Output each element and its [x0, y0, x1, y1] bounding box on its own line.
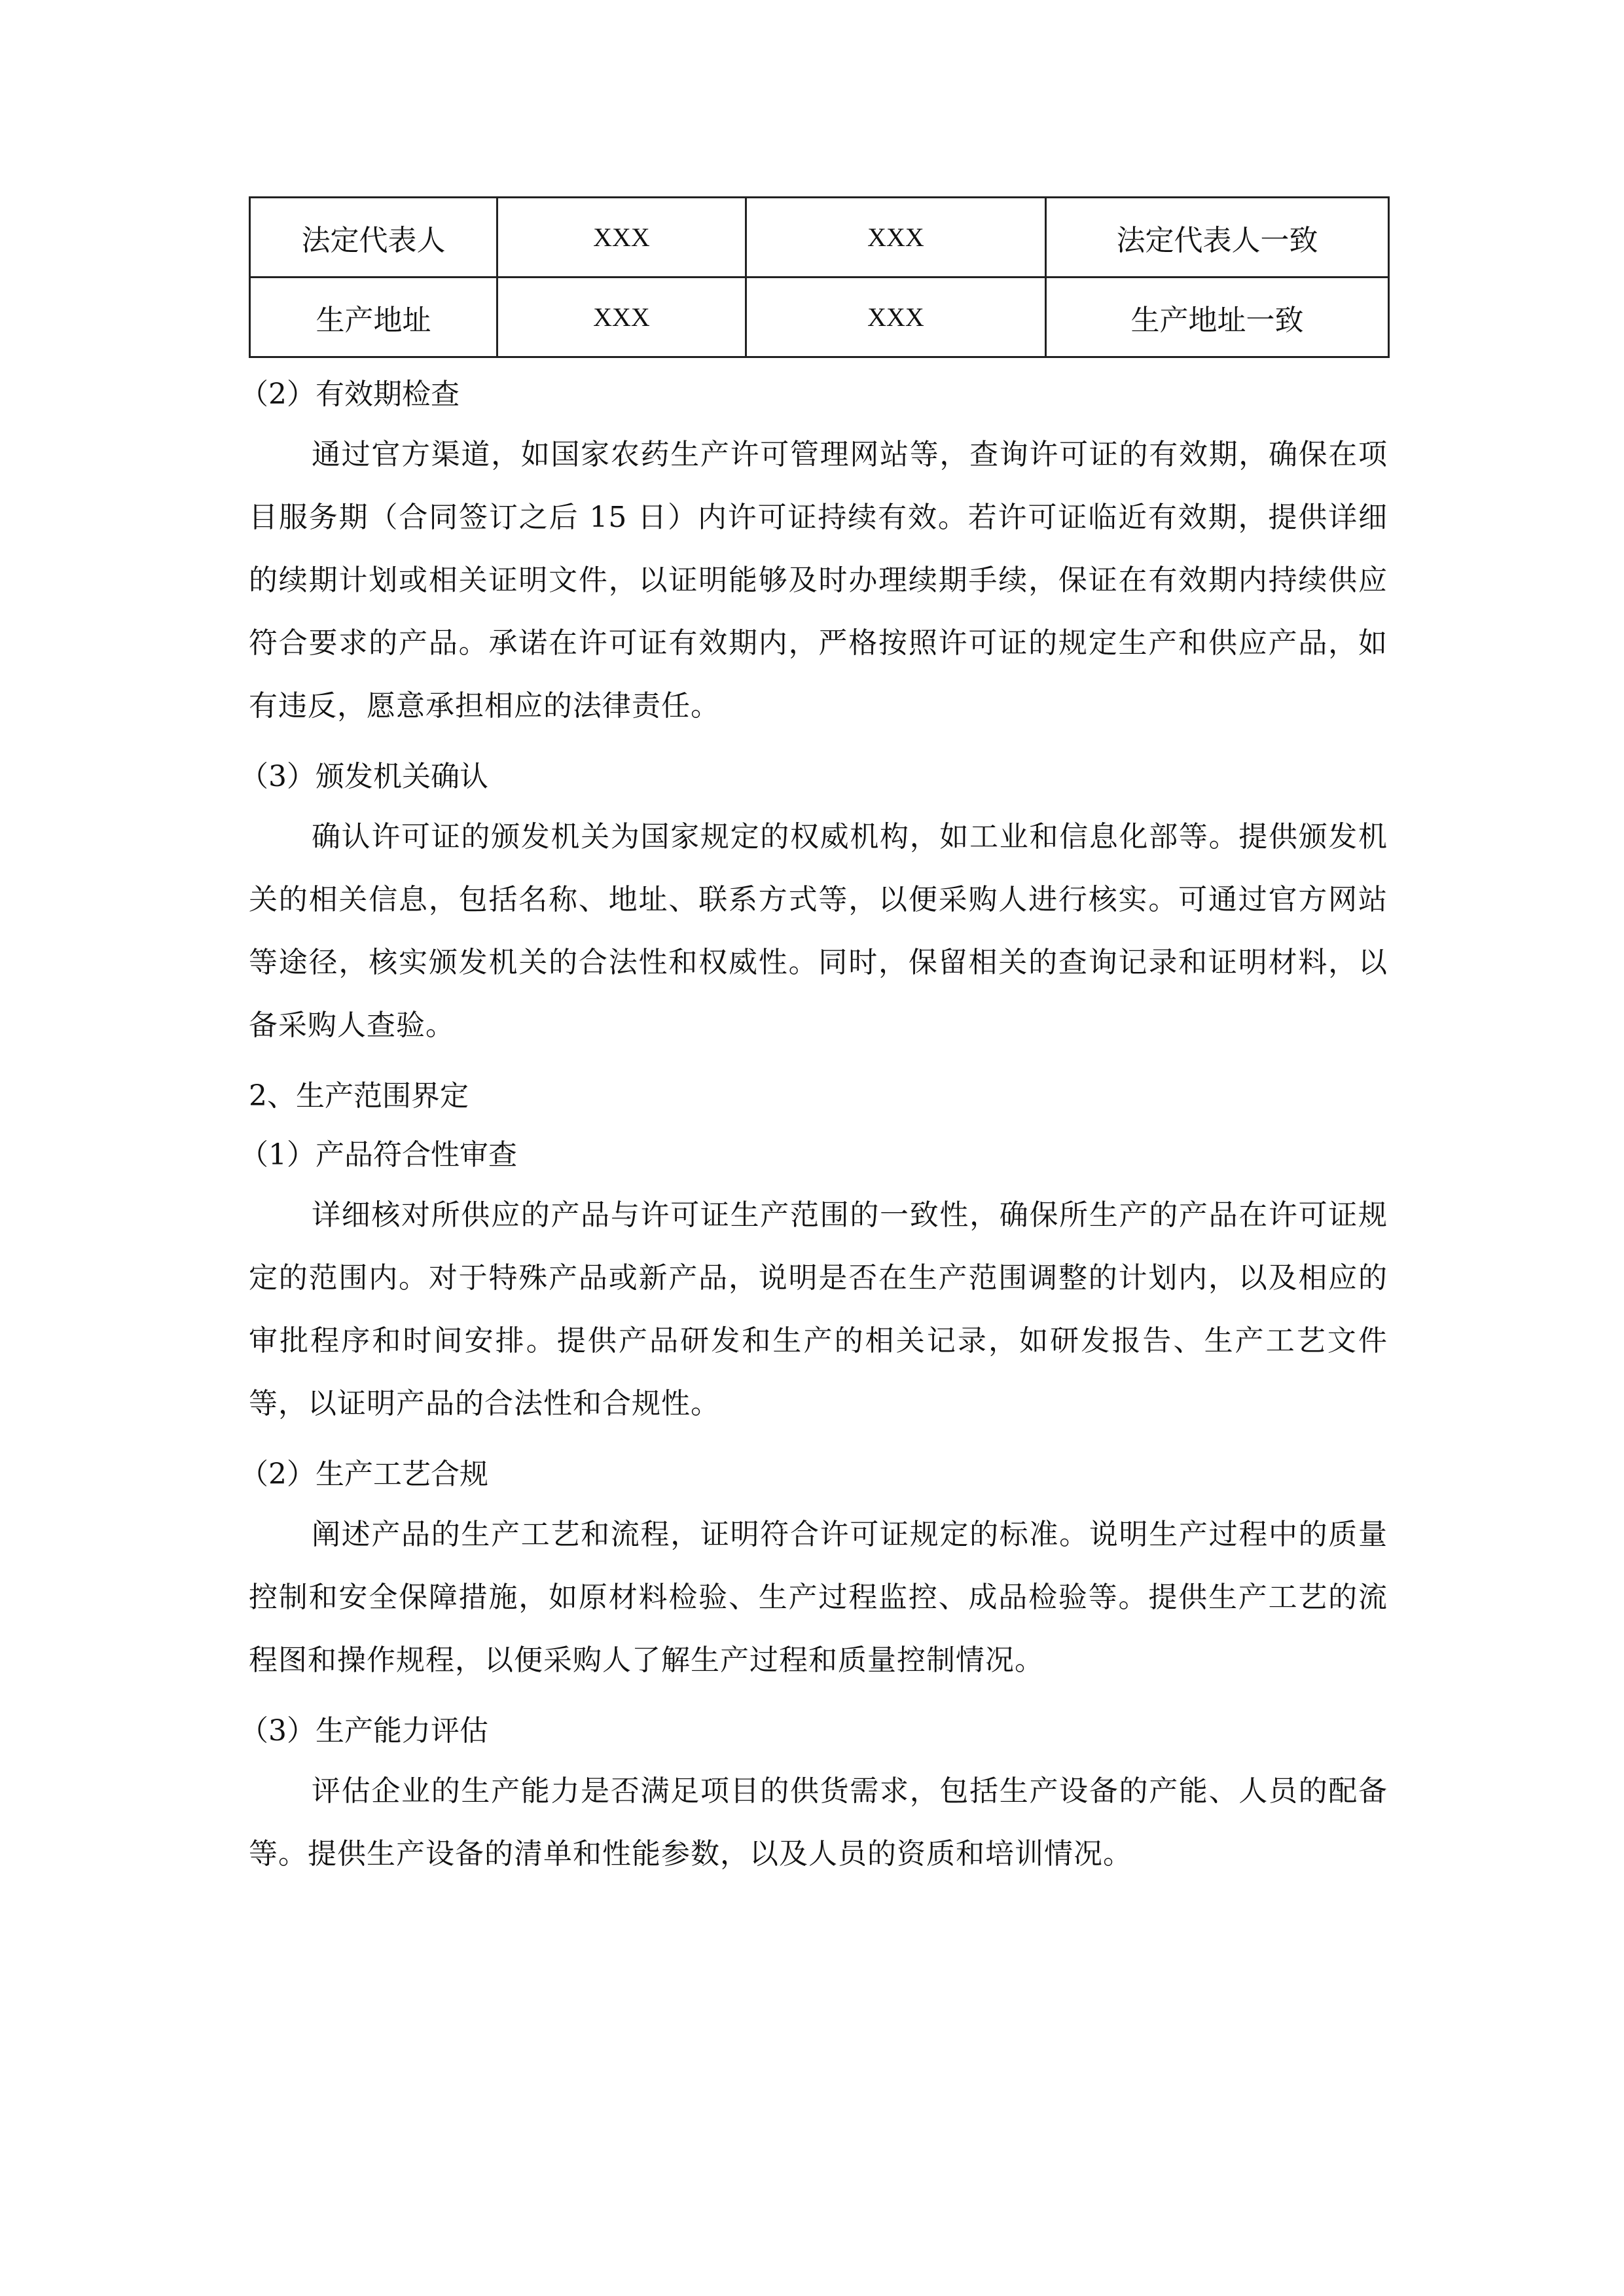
table-row	[250, 198, 1389, 278]
paragraph-capacity: 评估企业的生产能力是否满足项目的供货需求，包括生产设备的产能、人员的配备等。提供生产设备的清单和性能参数，以及人员的资质和培训情况。	[249, 1774, 1388, 1871]
table-cell: 生产地址	[250, 278, 497, 357]
table-cell: 法定代表人一致	[1046, 198, 1389, 278]
section-heading-authority: （3）颁发机关确认	[240, 760, 488, 793]
license-comparison-table	[249, 196, 1390, 358]
table-cell: XXX	[746, 278, 1046, 357]
section-heading-process: （2）生产工艺合规	[240, 1458, 488, 1491]
table-cell: 法定代表人	[250, 198, 497, 278]
paragraph-authority: 确认许可证的颁发机关为国家规定的权威机构，如工业和信息化部等。提供颁发机关的相关信息，包括名称、地址、联系方式等，以便采购人进行核实。可通过官方网站等途径，核实颁发机关的合法性和权威性。同时，保留相关的查询记录和证明材料，以备采购人查验。	[249, 820, 1388, 1042]
paragraph-conformity: 详细核对所供应的产品与许可证生产范围的一致性，确保所生产的产品在许可证规定的范围内。对于特殊产品或新产品，说明是否在生产范围调整的计划内，以及相应的审批程序和时间安排。提供产品研发和生产的相关记录，如研发报告、生产工艺文件等，以证明产品的合法性和合规性。	[249, 1198, 1388, 1420]
document-page	[240, 196, 1388, 1886]
section-heading-conformity: （1）产品符合性审查	[240, 1138, 517, 1172]
table-cell: XXX	[497, 198, 746, 278]
paragraph-validity: 通过官方渠道，如国家农药生产许可管理网站等，查询许可证的有效期，确保在项目服务期（合同签订之后 15 日）内许可证持续有效。若许可证临近有效期，提供详细的续期计划或相关证明文件，以证明能够及时办理续期手续，保证在有效期内持续供应符合要求的产品。承诺在许可证有效期内，严格按照许可证的规定生产和供应产品，如有违反，愿意承担相应的法律责任。	[249, 438, 1388, 723]
paragraph-process: 阐述产品的生产工艺和流程，证明符合许可证规定的标准。说明生产过程中的质量控制和安全保障措施，如原材料检验、生产过程监控、成品检验等。提供生产工艺的流程图和操作规程，以便采购人了解生产过程和质量控制情况。	[249, 1518, 1388, 1677]
section-heading-validity: （2）有效期检查	[240, 378, 460, 411]
table-cell: XXX	[746, 198, 1046, 278]
section-heading-capacity: （3）生产能力评估	[240, 1714, 488, 1748]
section-heading-scope: 2、生产范围界定	[249, 1079, 469, 1113]
table-cell: XXX	[497, 278, 746, 357]
table-row	[250, 278, 1389, 357]
table-cell: 生产地址一致	[1046, 278, 1389, 357]
